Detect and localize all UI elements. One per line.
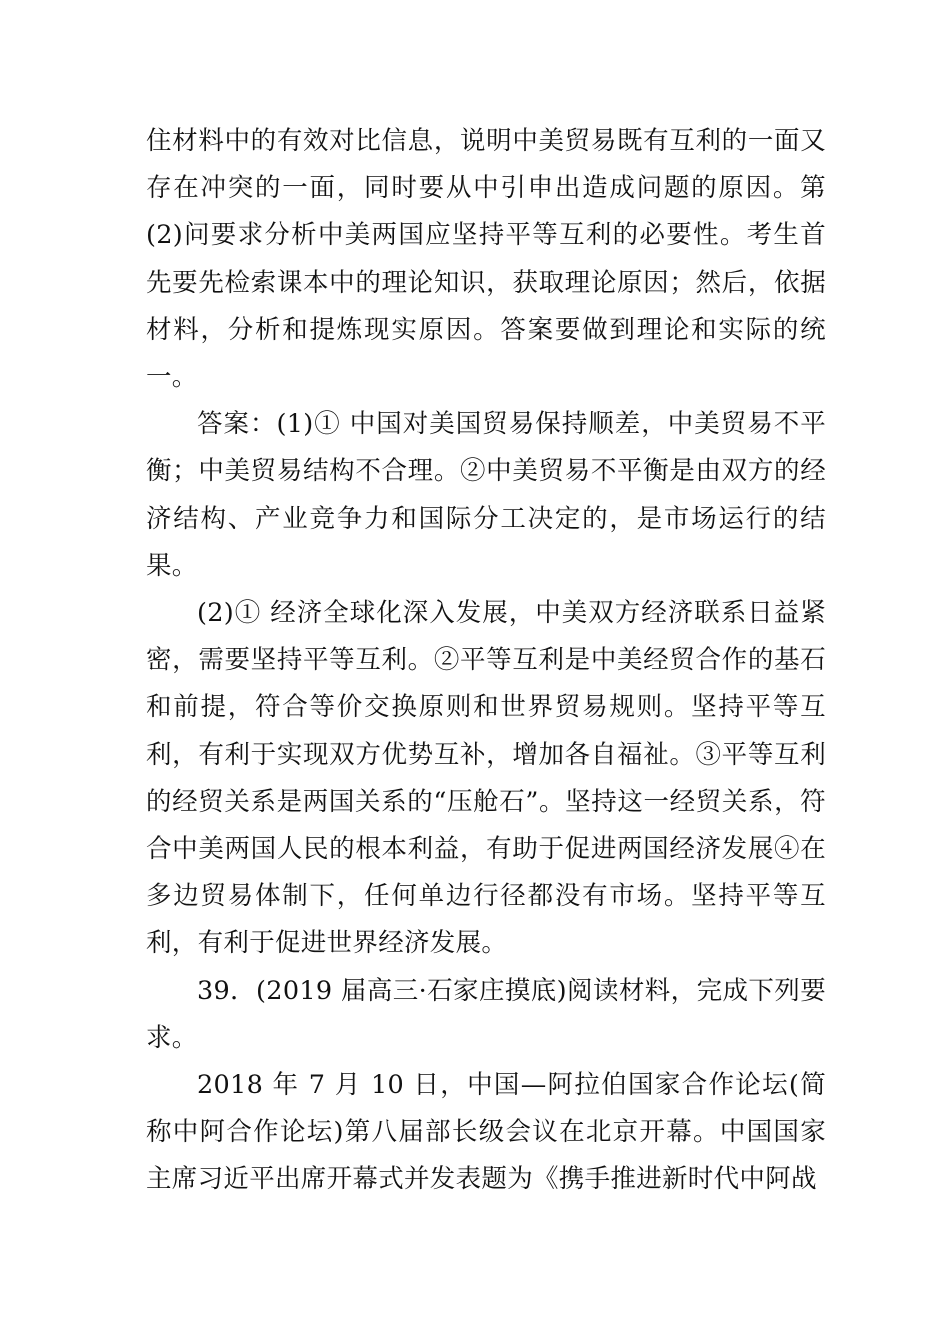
document-body bbox=[146, 118, 826, 1204]
paragraph-answer-part-1: 答案：(1)① 中国对美国贸易保持顺差，中美贸易不平衡；中美贸易结构不合理。②中美贸易不平衡是由双方的经济结构、产业竞争力和国际分工决定的，是市场运行的结果。 bbox=[146, 409, 826, 581]
paragraph-question-39: 39．(2019 届高三·石家庄摸底)阅读材料，完成下列要求。 bbox=[146, 975, 826, 1053]
paragraph-answer-part-2: (2)① 经济全球化深入发展，中美双方经济联系日益紧密，需要坚持平等互利。②平等互利是中美经贸合作的基石和前提，符合等价交换原则和世界贸易规则。坚持平等互利，有利于实现双方优势互补，增加各自福祉。③平等互利的经贸关系是两国关系的“压舱石”。坚持这一经贸关系，符合中美两国人民的根本利益，有助于促进两国经济发展④在多边贸易体制下，任何单边行径都没有市场。坚持平等互利，有利于促进世界经济发展。 bbox=[146, 598, 826, 959]
paragraph-material-39: 2018 年 7 月 10 日，中国—阿拉伯国家合作论坛(简称中阿合作论坛)第八届部长级会议在北京开幕。中国国家主席习近平出席开幕式并发表题为《携手推进新时代中阿战 bbox=[146, 1070, 826, 1195]
paragraph-analysis-continued: 住材料中的有效对比信息，说明中美贸易既有互利的一面又存在冲突的一面，同时要从中引申出造成问题的原因。第(2)问要求分析中美两国应坚持平等互利的必要性。考生首先要先检索课本中的理论知识，获取理论原因；然后，依据材料，分析和提炼现实原因。答案要做到理论和实际的统一。 bbox=[146, 126, 826, 393]
